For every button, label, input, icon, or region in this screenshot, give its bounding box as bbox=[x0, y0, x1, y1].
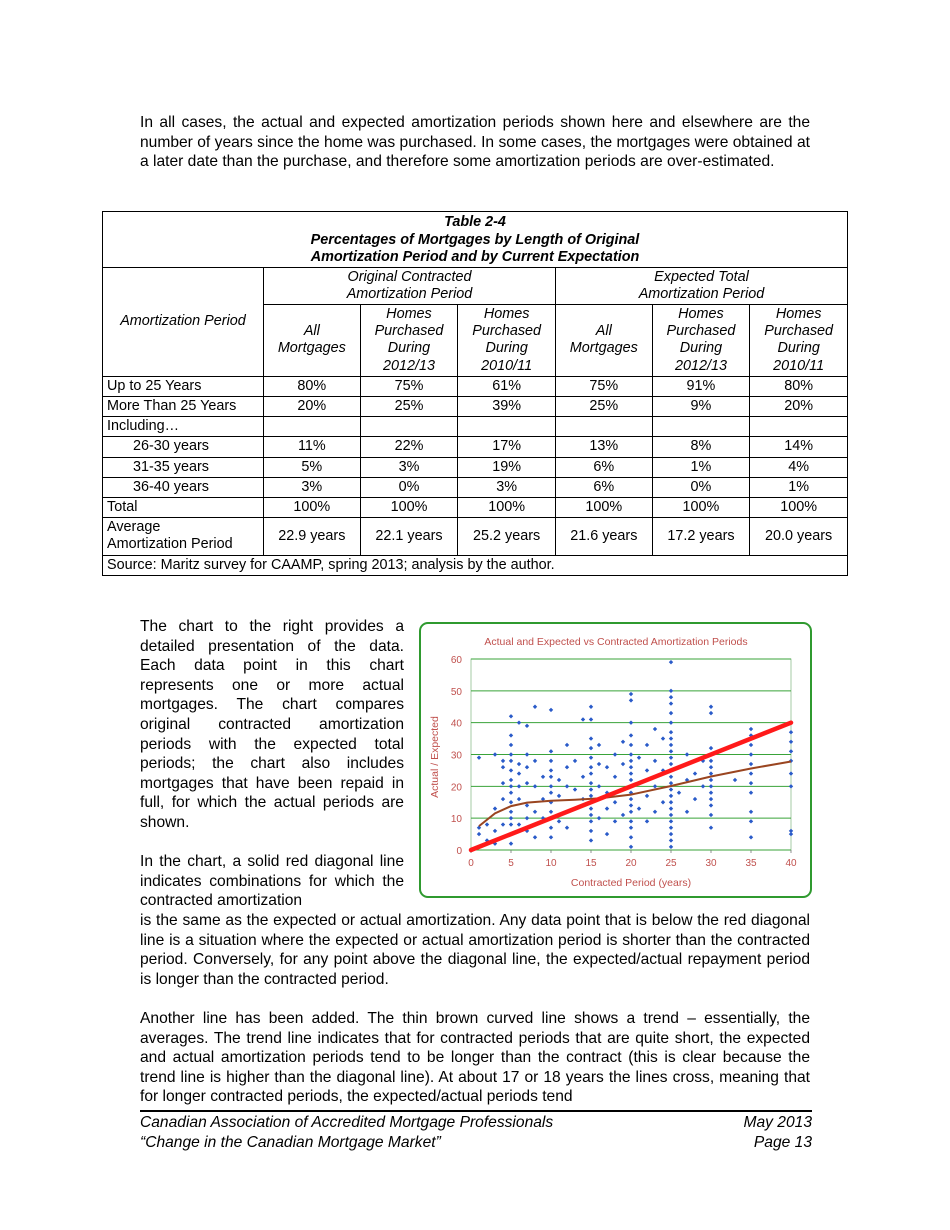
data-point bbox=[557, 819, 561, 823]
data-point bbox=[629, 720, 633, 724]
footer-org: Canadian Association of Accredited Mortgage Professionals bbox=[140, 1114, 554, 1131]
data-point bbox=[749, 743, 753, 747]
table-cell: 100% bbox=[264, 497, 361, 517]
data-point bbox=[789, 749, 793, 753]
data-point bbox=[669, 720, 673, 724]
data-point bbox=[565, 784, 569, 788]
scatter-chart-frame bbox=[419, 622, 812, 898]
data-point bbox=[517, 771, 521, 775]
table-cell bbox=[750, 417, 848, 437]
trend-line bbox=[479, 762, 791, 827]
data-point bbox=[517, 720, 521, 724]
data-point bbox=[749, 771, 753, 775]
data-point bbox=[549, 791, 553, 795]
data-point bbox=[525, 781, 529, 785]
data-point bbox=[629, 752, 633, 756]
table-title-line2: Amortization Period and by Current Expectation bbox=[310, 249, 640, 265]
data-point bbox=[533, 835, 537, 839]
data-point bbox=[581, 775, 585, 779]
data-point bbox=[629, 797, 633, 801]
average-label: Average Amortization Period bbox=[103, 518, 264, 555]
data-point bbox=[629, 692, 633, 696]
table-row bbox=[103, 457, 848, 477]
footer-page: Page 13 bbox=[753, 1134, 812, 1151]
data-point bbox=[629, 819, 633, 823]
table-cell: 3% bbox=[458, 477, 556, 497]
footer-date: May 2013 bbox=[743, 1114, 812, 1131]
data-point bbox=[549, 826, 553, 830]
chart-paragraph-2b: is the same as the expected or actual amortization. Any data point that is below the red diagonal line is a situation where the expected or actual amortization period is shorter than the contracted period. Conversely, for any point above the diagonal line, the expected/actual repayment period is longer than the contracted period. bbox=[140, 912, 810, 988]
data-point bbox=[629, 810, 633, 814]
data-point bbox=[589, 705, 593, 709]
data-point bbox=[589, 794, 593, 798]
data-point bbox=[501, 759, 505, 763]
data-point bbox=[597, 762, 601, 766]
data-point bbox=[693, 797, 697, 801]
table-cell: 25% bbox=[555, 396, 652, 416]
data-point bbox=[549, 835, 553, 839]
data-point bbox=[669, 736, 673, 740]
data-point bbox=[549, 749, 553, 753]
data-point bbox=[573, 759, 577, 763]
data-point bbox=[669, 660, 673, 664]
data-point bbox=[749, 781, 753, 785]
table-cell: 100% bbox=[750, 497, 848, 517]
table-cell: 14% bbox=[750, 437, 848, 457]
data-point bbox=[621, 740, 625, 744]
table-2-4 bbox=[102, 211, 848, 576]
column-header: Homes Purchased During 2012/13 bbox=[652, 304, 750, 376]
data-point bbox=[533, 705, 537, 709]
data-point bbox=[669, 813, 673, 817]
data-point bbox=[605, 832, 609, 836]
data-point bbox=[629, 698, 633, 702]
table-cell: 20% bbox=[750, 396, 848, 416]
x-tick-label: 35 bbox=[745, 858, 757, 869]
data-point bbox=[789, 784, 793, 788]
table-cell: 0% bbox=[360, 477, 458, 497]
data-point bbox=[509, 743, 513, 747]
data-point bbox=[589, 838, 593, 842]
group-original-contracted: Original Contracted Amortization Period bbox=[264, 267, 556, 304]
data-point bbox=[749, 762, 753, 766]
data-point bbox=[501, 781, 505, 785]
table-cell: 11% bbox=[264, 437, 361, 457]
y-tick-label: 50 bbox=[450, 686, 462, 698]
row-label: Up to 25 Years bbox=[103, 376, 264, 396]
data-point bbox=[629, 778, 633, 782]
data-point bbox=[669, 800, 673, 804]
data-point bbox=[517, 797, 521, 801]
data-point bbox=[605, 765, 609, 769]
data-point bbox=[669, 838, 673, 842]
data-point bbox=[509, 733, 513, 737]
table-cell: 100% bbox=[458, 497, 556, 517]
data-point bbox=[749, 835, 753, 839]
data-point bbox=[549, 775, 553, 779]
data-point bbox=[501, 797, 505, 801]
data-point bbox=[549, 708, 553, 712]
table-cell: 80% bbox=[264, 376, 361, 396]
data-point bbox=[509, 800, 513, 804]
data-point bbox=[589, 755, 593, 759]
table-cell: 3% bbox=[360, 457, 458, 477]
table-row bbox=[103, 477, 848, 497]
data-point bbox=[669, 743, 673, 747]
data-point bbox=[565, 765, 569, 769]
data-point bbox=[589, 736, 593, 740]
data-point bbox=[493, 806, 497, 810]
table-row bbox=[103, 437, 848, 457]
data-point bbox=[517, 784, 521, 788]
y-axis-label: Actual / Expected bbox=[429, 716, 441, 798]
row-label: Total bbox=[103, 497, 264, 517]
x-tick-label: 30 bbox=[705, 858, 717, 869]
column-header: Homes Purchased During 2012/13 bbox=[360, 304, 458, 376]
avg-cell: 20.0 years bbox=[750, 518, 848, 555]
data-point bbox=[669, 689, 673, 693]
table-cell: 0% bbox=[652, 477, 750, 497]
y-tick-label: 0 bbox=[456, 846, 462, 857]
data-point bbox=[597, 743, 601, 747]
data-point bbox=[509, 714, 513, 718]
chart-paragraph-2a: In the chart, a solid red diagonal line indicates combinations for which the contracted amortization bbox=[140, 853, 404, 910]
data-point bbox=[477, 755, 481, 759]
table-cell: 5% bbox=[264, 457, 361, 477]
data-point bbox=[629, 845, 633, 849]
data-point bbox=[509, 822, 513, 826]
table-cell: 20% bbox=[264, 396, 361, 416]
data-point bbox=[533, 759, 537, 763]
x-tick-label: 25 bbox=[665, 858, 677, 869]
data-point bbox=[669, 819, 673, 823]
y-tick-label: 40 bbox=[450, 718, 462, 730]
data-point bbox=[629, 771, 633, 775]
data-point bbox=[789, 740, 793, 744]
table-cell: 17% bbox=[458, 437, 556, 457]
data-point bbox=[709, 759, 713, 763]
data-point bbox=[669, 701, 673, 705]
data-point bbox=[589, 819, 593, 823]
data-point bbox=[709, 746, 713, 750]
table-cell: 100% bbox=[652, 497, 750, 517]
data-point bbox=[669, 762, 673, 766]
table-cell bbox=[458, 417, 556, 437]
data-point bbox=[605, 806, 609, 810]
data-point bbox=[589, 717, 593, 721]
data-point bbox=[533, 784, 537, 788]
data-point bbox=[549, 768, 553, 772]
x-axis-label: Contracted Period (years) bbox=[570, 877, 692, 889]
data-point bbox=[509, 841, 513, 845]
data-point bbox=[525, 752, 529, 756]
data-point bbox=[645, 768, 649, 772]
data-point bbox=[613, 752, 617, 756]
row-label: Including… bbox=[103, 417, 264, 437]
data-point bbox=[709, 784, 713, 788]
table-cell: 80% bbox=[750, 376, 848, 396]
data-point bbox=[509, 791, 513, 795]
data-point bbox=[669, 845, 673, 849]
table-cell: 75% bbox=[360, 376, 458, 396]
data-point bbox=[661, 800, 665, 804]
table-cell: 9% bbox=[652, 396, 750, 416]
row-header: Amortization Period bbox=[103, 267, 264, 376]
data-point bbox=[589, 746, 593, 750]
data-point bbox=[549, 759, 553, 763]
data-point bbox=[701, 784, 705, 788]
table-cell: 22% bbox=[360, 437, 458, 457]
data-point bbox=[709, 771, 713, 775]
row-label: 31-35 years bbox=[103, 457, 264, 477]
data-point bbox=[589, 829, 593, 833]
data-point bbox=[477, 832, 481, 836]
data-point bbox=[669, 695, 673, 699]
data-point bbox=[565, 826, 569, 830]
avg-cell: 22.1 years bbox=[360, 518, 458, 555]
data-point bbox=[669, 832, 673, 836]
table-cell: 100% bbox=[555, 497, 652, 517]
data-point bbox=[749, 810, 753, 814]
table-row bbox=[103, 497, 848, 517]
x-tick-label: 5 bbox=[508, 858, 514, 869]
table-title-line1: Percentages of Mortgages by Length of Original bbox=[310, 231, 640, 248]
chart-title: Actual and Expected vs Contracted Amortization Periods bbox=[484, 636, 748, 648]
table-cell: 25% bbox=[360, 396, 458, 416]
data-point bbox=[677, 791, 681, 795]
data-point bbox=[525, 816, 529, 820]
data-point bbox=[621, 762, 625, 766]
data-point bbox=[709, 813, 713, 817]
data-point bbox=[661, 736, 665, 740]
data-point bbox=[669, 711, 673, 715]
data-point bbox=[493, 829, 497, 833]
data-point bbox=[613, 775, 617, 779]
data-point bbox=[645, 743, 649, 747]
data-point bbox=[589, 806, 593, 810]
data-point bbox=[645, 819, 649, 823]
table-source: Source: Maritz survey for CAAMP, spring 2013; analysis by the author. bbox=[103, 555, 848, 575]
row-label: 26-30 years bbox=[103, 437, 264, 457]
table-cell: 61% bbox=[458, 376, 556, 396]
data-point bbox=[669, 787, 673, 791]
data-point bbox=[509, 784, 513, 788]
data-point bbox=[493, 752, 497, 756]
data-point bbox=[557, 778, 561, 782]
data-point bbox=[709, 778, 713, 782]
data-point bbox=[509, 759, 513, 763]
data-point bbox=[549, 784, 553, 788]
data-point bbox=[789, 829, 793, 833]
table-cell: 1% bbox=[750, 477, 848, 497]
data-point bbox=[749, 819, 753, 823]
data-point bbox=[501, 765, 505, 769]
table-cell: 91% bbox=[652, 376, 750, 396]
footer-divider bbox=[140, 1110, 812, 1112]
table-cell bbox=[555, 417, 652, 437]
data-point bbox=[709, 826, 713, 830]
data-point bbox=[669, 806, 673, 810]
intro-paragraph: In all cases, the actual and expected amortization periods shown here and elsewhere are the number of years since the home was purchased. In some cases, the mortgages were obtained at a later date than the purchase, and therefore some amortization periods are over-estimated. bbox=[140, 114, 810, 171]
data-point bbox=[501, 822, 505, 826]
column-header: All Mortgages bbox=[555, 304, 652, 376]
data-point bbox=[565, 743, 569, 747]
data-point bbox=[597, 784, 601, 788]
data-point bbox=[629, 765, 633, 769]
data-point bbox=[589, 781, 593, 785]
data-point bbox=[709, 803, 713, 807]
table-cell: 19% bbox=[458, 457, 556, 477]
data-point bbox=[789, 771, 793, 775]
data-point bbox=[749, 727, 753, 731]
data-point bbox=[485, 822, 489, 826]
table-cell: 6% bbox=[555, 457, 652, 477]
data-point bbox=[693, 771, 697, 775]
data-point bbox=[573, 787, 577, 791]
avg-cell: 21.6 years bbox=[555, 518, 652, 555]
data-point bbox=[509, 816, 513, 820]
scatter-chart bbox=[421, 624, 810, 896]
y-tick-label: 20 bbox=[450, 782, 462, 794]
table-cell: 6% bbox=[555, 477, 652, 497]
avg-cell: 22.9 years bbox=[264, 518, 361, 555]
avg-cell: 17.2 years bbox=[652, 518, 750, 555]
data-point bbox=[557, 794, 561, 798]
column-header: Homes Purchased During 2010/11 bbox=[458, 304, 556, 376]
data-point bbox=[589, 765, 593, 769]
data-point bbox=[709, 791, 713, 795]
x-tick-label: 20 bbox=[625, 858, 637, 869]
data-point bbox=[629, 733, 633, 737]
data-point bbox=[685, 752, 689, 756]
data-point bbox=[685, 810, 689, 814]
data-point bbox=[589, 787, 593, 791]
data-point bbox=[589, 813, 593, 817]
data-point bbox=[525, 724, 529, 728]
trend-paragraph: Another line has been added. The thin brown curved line shows a trend – essentially, the averages. The trend line indicates that for contracted periods that are quite short, the expected and actual amortization periods tend to be longer than the contract (this is clear because the trend line is higher than the diagonal line). At about 17 or 18 years the lines cross, meaning that for longer contracted periods, the expected/actual periods tend bbox=[140, 1010, 810, 1106]
column-header: Homes Purchased During 2010/11 bbox=[750, 304, 848, 376]
data-point bbox=[629, 759, 633, 763]
x-tick-label: 40 bbox=[785, 858, 797, 869]
table-cell: 75% bbox=[555, 376, 652, 396]
table-row bbox=[103, 376, 848, 396]
data-point bbox=[509, 810, 513, 814]
data-point bbox=[525, 765, 529, 769]
table-row bbox=[103, 417, 848, 437]
row-label: More Than 25 Years bbox=[103, 396, 264, 416]
column-header: All Mortgages bbox=[264, 304, 361, 376]
data-point bbox=[541, 775, 545, 779]
data-point bbox=[637, 755, 641, 759]
data-point bbox=[629, 835, 633, 839]
data-point bbox=[517, 822, 521, 826]
data-point bbox=[549, 810, 553, 814]
data-point bbox=[509, 778, 513, 782]
data-point bbox=[709, 797, 713, 801]
data-point bbox=[581, 717, 585, 721]
table-caption bbox=[103, 212, 848, 268]
table-cell: 100% bbox=[360, 497, 458, 517]
data-point bbox=[653, 810, 657, 814]
x-tick-label: 10 bbox=[545, 858, 557, 869]
data-point bbox=[645, 794, 649, 798]
table-row bbox=[103, 396, 848, 416]
data-point bbox=[789, 730, 793, 734]
data-point bbox=[533, 810, 537, 814]
table-cell: 8% bbox=[652, 437, 750, 457]
data-point bbox=[653, 784, 657, 788]
data-point bbox=[629, 743, 633, 747]
data-point bbox=[629, 826, 633, 830]
data-point bbox=[669, 755, 673, 759]
data-point bbox=[669, 794, 673, 798]
data-point bbox=[669, 775, 673, 779]
data-point bbox=[669, 730, 673, 734]
data-point bbox=[669, 826, 673, 830]
chart-paragraph-1: The chart to the right provides a detailed presentation of the data. Each data point in this chart represents one or more actual mortgages. The chart compares original contracted amortization periods with the expected total periods; the chart also includes mortgages that have been repaid in full, for which the actual periods are shown. bbox=[140, 618, 404, 831]
data-point bbox=[589, 771, 593, 775]
table-cell: 4% bbox=[750, 457, 848, 477]
data-point bbox=[653, 727, 657, 731]
data-point bbox=[709, 711, 713, 715]
data-point bbox=[613, 800, 617, 804]
data-point bbox=[669, 749, 673, 753]
y-tick-label: 10 bbox=[450, 814, 462, 826]
table-cell: 1% bbox=[652, 457, 750, 477]
table-cell: 13% bbox=[555, 437, 652, 457]
average-row bbox=[103, 518, 848, 555]
table-cell bbox=[264, 417, 361, 437]
data-point bbox=[653, 759, 657, 763]
row-label: 36-40 years bbox=[103, 477, 264, 497]
x-tick-label: 0 bbox=[468, 858, 474, 869]
data-point bbox=[749, 752, 753, 756]
data-point bbox=[749, 791, 753, 795]
data-point bbox=[597, 816, 601, 820]
y-tick-label: 60 bbox=[450, 655, 462, 666]
data-point bbox=[613, 819, 617, 823]
avg-cell: 25.2 years bbox=[458, 518, 556, 555]
x-tick-label: 15 bbox=[585, 858, 597, 869]
y-tick-label: 30 bbox=[450, 750, 462, 762]
data-point bbox=[629, 803, 633, 807]
data-point bbox=[477, 826, 481, 830]
table-number: Table 2-4 bbox=[444, 214, 506, 230]
table-cell: 3% bbox=[264, 477, 361, 497]
footer-report: “Change in the Canadian Mortgage Market” bbox=[140, 1134, 441, 1151]
table-cell: 39% bbox=[458, 396, 556, 416]
group-expected-total: Expected Total Amortization Period bbox=[555, 267, 847, 304]
data-point bbox=[733, 778, 737, 782]
data-point bbox=[509, 768, 513, 772]
data-point bbox=[637, 806, 641, 810]
data-point bbox=[709, 765, 713, 769]
data-point bbox=[517, 762, 521, 766]
table-cell bbox=[360, 417, 458, 437]
data-point bbox=[509, 752, 513, 756]
table-cell bbox=[652, 417, 750, 437]
data-point bbox=[709, 705, 713, 709]
data-point bbox=[621, 813, 625, 817]
